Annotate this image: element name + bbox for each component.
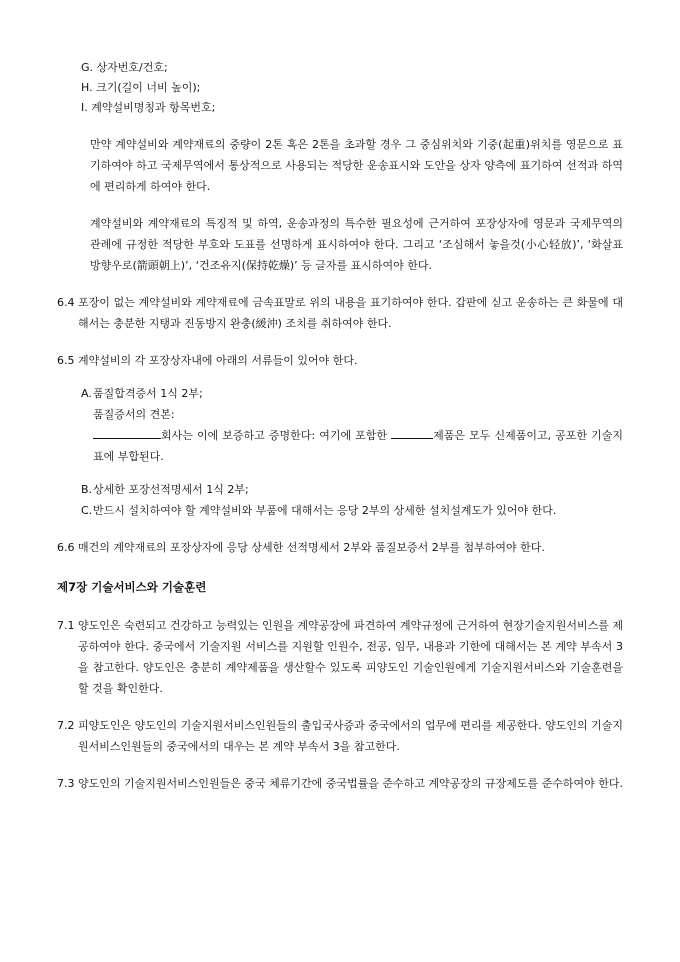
company-name-blank xyxy=(93,426,161,439)
item-text: 상자번호/건호; xyxy=(96,61,168,74)
section-7-3 xyxy=(57,773,623,794)
section-number: 7.2 xyxy=(57,719,75,732)
section-number: 6.5 xyxy=(57,354,75,367)
list-item-g xyxy=(81,58,623,78)
section-6-4 xyxy=(57,292,623,334)
item-letter: I. xyxy=(81,101,88,114)
list-items-g-i xyxy=(81,58,623,118)
section-text: 양도인은 숙련되고 건강하고 능력있는 인원을 계약공장에 파견하여 계약규정에 근거하여 현장기술지원서비스를 제공하여야 한다. 중국에서 기술지원 서비스를 지원할 인원수, 전공, 임무, 내용과 기한에 대해서는 본 계약 부속서 3을 참고한다. 양도인은 충분히 계약제품을 생산할수 있도록 피양도인 기술인원에게 기술지원서비스와 기술훈련을 할 것을 확인한다. xyxy=(78,619,624,695)
sub-item-text: 상세한 포장선적명세서 1식 2부; xyxy=(93,483,249,496)
section-number: 6.4 xyxy=(57,296,75,309)
sub-item-letter: B. xyxy=(81,483,93,496)
paragraph-feature-marking: 계약설비와 계약재료의 특징적 및 하역, 운송과정의 특수한 필요성에 근거하여 포장상자에 영문과 국제무역의 관례에 규정한 적당한 부호와 도표를 선명하게 표시하여야 한다. 그리고 ‘조심해서 놓을것(小心轻放)’, ‘화살표방향우로(箭頭朝上)’, ‘건조유지(保持乾燥)’ 등 글자를 표시하여야 한다. xyxy=(90,217,623,272)
section-text: 양도인의 기술지원서비스인원들은 중국 체류기간에 중국법률을 준수하고 계약공장의 규장제도를 준수하여야 한다. xyxy=(78,777,624,790)
list-item-i xyxy=(81,98,623,118)
sub-item-text: 반드시 설치하여야 할 계약설비와 부품에 대해서는 응당 2부의 상세한 설치설계도가 있어야 한다. xyxy=(93,504,557,517)
sub-item-title: 품질합격증서 1식 2부; xyxy=(93,387,203,400)
item-letter: G. xyxy=(81,61,94,74)
item-text: 크기(길이 너비 높이); xyxy=(96,81,201,94)
item-letter: H. xyxy=(81,81,93,94)
section-text: 매건의 계약재료의 포장상자에 응당 상세한 선적명세서 2부와 품질보증서 2부를 첨부하여야 한다. xyxy=(78,541,545,554)
list-item-h xyxy=(81,78,623,98)
section-7-1 xyxy=(57,615,623,699)
section-6-6 xyxy=(57,537,623,558)
sub-item-letter: A. xyxy=(81,387,92,400)
paragraph-weight-marking: 만약 계약설비와 계약재료의 중량이 2톤 혹은 2톤을 초과할 경우 그 중심위치와 기중(起重)위치를 영문으로 표기하여야 하고 국제무역에서 통상적으로 사용되는 적당한 운송표시와 도안을 상자 양측에 표기하여 선적과 하역에 편리하게 하여야 한다. xyxy=(90,138,623,193)
section-number: 7.3 xyxy=(57,777,75,790)
section-text: 계약설비의 각 포장상자내에 아래의 서류들이 있어야 한다. xyxy=(78,354,358,367)
chapter-7-heading: 제7장 기술서비스와 기술훈련 xyxy=(57,580,207,594)
section-number: 6.6 xyxy=(57,541,75,554)
sub-item-c xyxy=(81,500,623,521)
item-text: 계약설비명칭과 항목번호; xyxy=(91,101,216,114)
section-text: 피양도인은 양도인의 기술지원서비스인원들의 출입국사증과 중국에서의 업무에 편리를 제공한다. 양도인의 기술지원서비스인원들의 중국에서의 대우는 본 계약 부속서 3을 참고한다. xyxy=(78,719,624,753)
section-text: 포장이 없는 계약설비와 계약재료에 금속표말로 위의 내용을 표기하여야 한다. 갑판에 싣고 운송하는 큰 화물에 대해서는 충분한 지탱과 진동방지 완충(緩沖) 조치를 취하여야 한다. xyxy=(78,296,623,330)
product-name-blank xyxy=(391,426,433,439)
quality-certificate-sample-label: 품질증서의 견본: xyxy=(93,408,175,421)
section-number: 7.1 xyxy=(57,619,75,632)
sample-text-part-2: 제품은 모두 신제품이고, 공포한 기술지표에 부합된다. xyxy=(93,429,624,463)
section-6-5-subitems xyxy=(57,383,623,521)
section-6-5 xyxy=(57,350,623,371)
quality-certificate-sample xyxy=(81,425,623,467)
sub-item-letter: C. xyxy=(81,504,93,517)
sample-text-part-1: 회사는 이에 보증하고 증명한다: 여기에 포함한 xyxy=(161,429,388,442)
section-7-2 xyxy=(57,715,623,757)
sub-item-b xyxy=(81,479,623,500)
sub-item-a xyxy=(81,383,623,404)
